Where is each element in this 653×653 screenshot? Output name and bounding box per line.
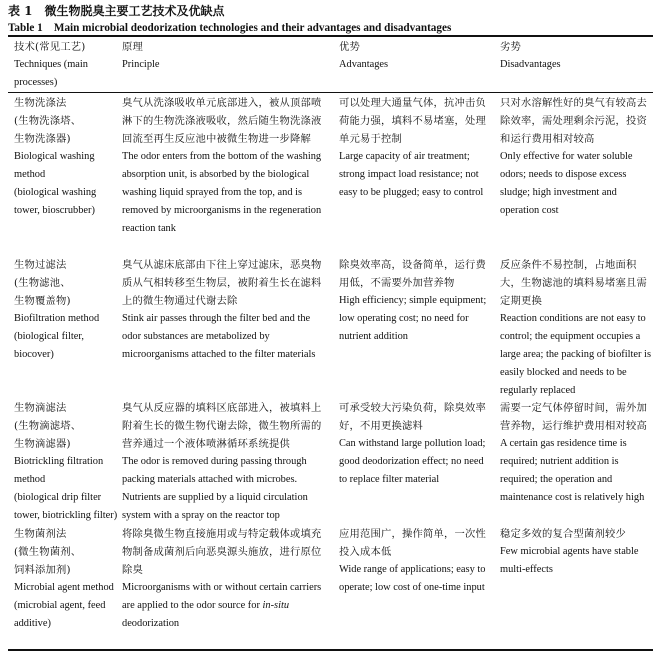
header-principle-cn: 原理	[122, 41, 143, 53]
header-techniques	[14, 38, 122, 92]
row3-advantages	[339, 399, 494, 489]
row4-principle-cn: 将除臭微生物直接施用或与特定载体或填充物制备成菌剂后向恶臭源头施放，进行原位除臭	[122, 528, 322, 576]
header-techniques-cn: 技术(常见工艺)	[14, 41, 86, 53]
row2-principle-en: Stink air passes through the filter bed and the odor substances are metabolized by microorganisms attached to the filter materials	[122, 313, 316, 360]
row1-advantages-en: Large capacity of air treatment; strong impact load resistance; not easy to be plugged; easy to control	[339, 151, 484, 198]
row1-technique	[14, 94, 122, 220]
row4-disadvantages-cn: 稳定多效的复合型菌剂较少	[500, 528, 626, 540]
row2-technique	[14, 256, 122, 364]
row3-advantages-en: Can withstand large pollution load; good deodorization effect; no need to replace filter material	[339, 438, 486, 485]
header-advantages-cn: 优势	[339, 41, 360, 53]
row3-principle-en: The odor is removed during passing through packing materials attached with microbes. Nutrients are supplied by a liquid circulation system with a spray on the reactor top	[122, 456, 308, 521]
row1-technique-en: Biological washing method (biological washing tower, bioscrubber)	[14, 151, 97, 216]
row3-technique-cn: 生物滴滤法 (生物滴滤塔、 生物滴滤器)	[14, 402, 82, 450]
row1-advantages	[339, 94, 494, 202]
row1-disadvantages-cn: 只对水溶解性好的臭气有较高去除效率，需处理剩余污泥，投资和运行费用相对较高	[500, 97, 647, 145]
row4-disadvantages	[500, 525, 653, 579]
row1-disadvantages-en: Only effective for water soluble odors; needs to dispose excess sludge; high investment and operation cost	[500, 151, 633, 216]
header-disadvantages-cn: 劣势	[500, 41, 521, 53]
row4-disadvantages-en: Few microbial agents have stable multi-effects	[500, 546, 639, 575]
row2-principle-cn: 臭气从滤床底部由下往上穿过滤床，恶臭物质从气相转移至生物层，被附着生长在滤料上的微生物通过代谢去除	[122, 259, 322, 307]
row4-principle-en	[122, 579, 330, 633]
row2-advantages	[339, 256, 494, 346]
header-principle	[122, 38, 330, 74]
row1-advantages-cn: 可以处理大通量气体，抗冲击负荷能力强，填料不易堵塞，处理单元易于控制	[339, 97, 486, 145]
header-advantages	[339, 38, 494, 74]
row3-disadvantages-cn: 需要一定气体停留时间，需外加营养物，运行维护费用相对较高	[500, 402, 647, 432]
row2-principle	[122, 256, 330, 364]
table-title-chinese: 表 1 微生物脱臭主要工艺技术及优缺点	[8, 4, 225, 18]
header-principle-en: Principle	[122, 59, 160, 70]
row2-advantages-cn: 除臭效率高，设备简单，运行费用低，不需要外加营养物	[339, 259, 486, 289]
row4-principle	[122, 525, 330, 633]
row3-principle-cn: 臭气从反应器的填料区底部进入，被填料上附着生长的微生物代谢去除，微生物所需的营养通过一个液体喷淋循环系统提供	[122, 402, 322, 450]
row4-advantages	[339, 525, 494, 597]
row4-advantages-en: Wide range of applications; easy to operate; low cost of one-time input	[339, 564, 486, 593]
row1-principle-cn: 臭气从洗涤吸收单元底部进入，被从顶部喷淋下的生物洗涤液吸收，然后随生物洗涤液回流至再生反应池中被微生物进一步降解	[122, 97, 322, 145]
row4-principle-en-part1: Microorganisms with or without certain carriers are applied to the odor source for	[122, 582, 322, 611]
header-disadvantages-en: Disadvantages	[500, 59, 561, 70]
row3-technique	[14, 399, 122, 525]
row1-principle-en: The odor enters from the bottom of the washing absorption unit, is absorbed by the biological washing liquid sprayed from the top, and is removed by microorganisms in the regeneration reaction tank	[122, 151, 322, 234]
row2-technique-en: Biofiltration method (biological filter, biocover)	[14, 313, 100, 360]
row1-disadvantages	[500, 94, 653, 220]
row4-technique-cn: 生物菌剂法 (微生物菌剂、 饲料添加剂)	[14, 528, 82, 576]
top-rule	[8, 35, 653, 37]
row4-principle-en-italic: in-situ	[262, 600, 290, 611]
bottom-rule	[8, 649, 653, 651]
header-techniques-en: Techniques (main processes)	[14, 59, 89, 88]
row3-disadvantages	[500, 399, 653, 507]
row3-technique-en: Biotrickling filtration method (biological drip filter tower, biotrickling filter)	[14, 456, 118, 521]
row4-technique	[14, 525, 122, 633]
row2-disadvantages-cn: 反应条件不易控制，占地面积大，生物滤池的填料易堵塞且需定期更换	[500, 259, 647, 307]
row4-technique-en: Microbial agent method (microbial agent, feed additive)	[14, 582, 114, 629]
table-title-english: Table 1 Main microbial deodorization technologies and their advantages and disadvantages	[8, 22, 452, 34]
row3-disadvantages-en: A certain gas residence time is required; nutrient addition is required; the operation and maintenance cost is relatively high	[500, 438, 645, 503]
row2-technique-cn: 生物过滤法 (生物滤池、 生物覆盖物)	[14, 259, 71, 307]
header-disadvantages	[500, 38, 653, 74]
header-rule	[8, 92, 653, 93]
header-advantages-en: Advantages	[339, 59, 389, 70]
row3-principle	[122, 399, 330, 525]
row1-principle	[122, 94, 330, 238]
row2-disadvantages-en: Reaction conditions are not easy to control; the equipment occupies a large area; the packing of biofilter is easily blocked and needs to be regularly replaced	[500, 313, 651, 396]
row3-advantages-cn: 可承受较大污染负荷，除臭效率好，不用更换滤料	[339, 402, 486, 432]
row2-advantages-en: High efficiency; simple equipment; low operating cost; no need for nutrient addition	[339, 295, 487, 342]
row1-technique-cn: 生物洗涤法 (生物洗涤塔、 生物洗涤器)	[14, 97, 82, 145]
row4-principle-en-part2: deodorization	[122, 618, 180, 629]
row2-disadvantages	[500, 256, 653, 400]
row4-advantages-cn: 应用范围广，操作简单，一次性投入成本低	[339, 528, 486, 558]
